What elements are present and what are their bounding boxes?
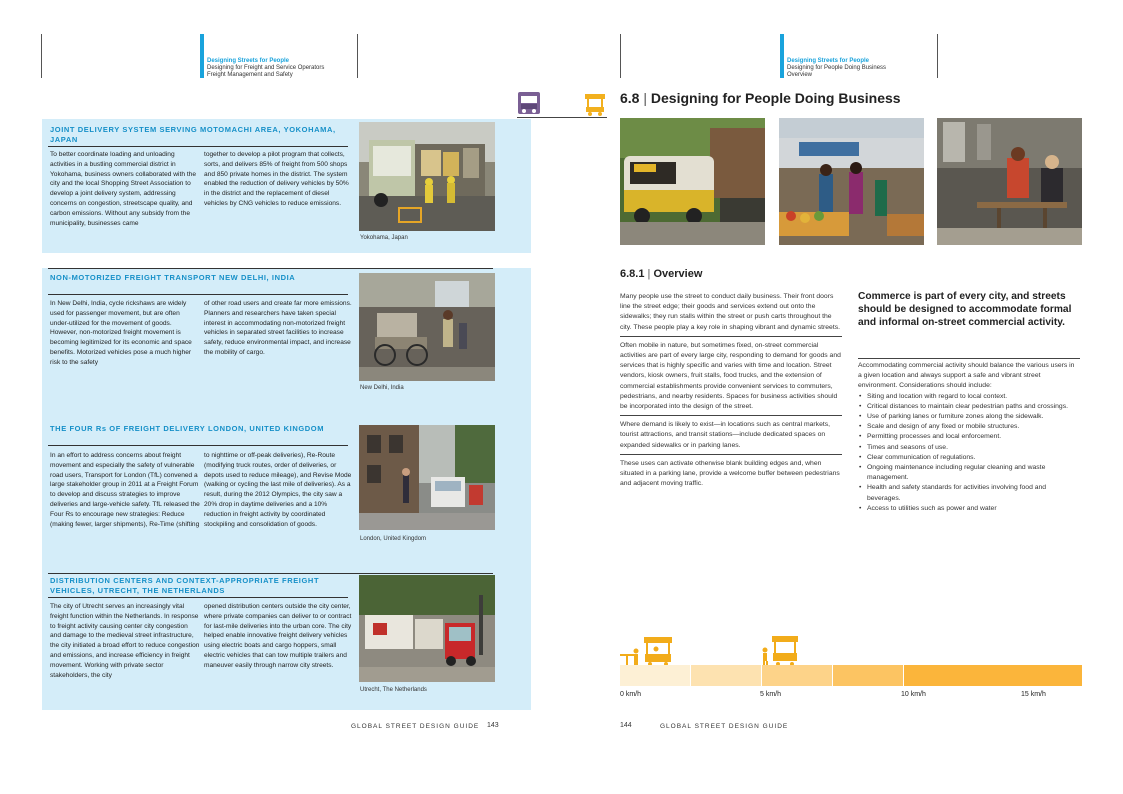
photo-london-street xyxy=(359,425,495,530)
considerations-block xyxy=(858,358,1080,514)
list-item: • Ongoing maintenance including regular cleaning and waste management. xyxy=(858,463,1080,483)
subsection-title: Overview xyxy=(653,268,703,280)
vendor-stall-icon xyxy=(618,637,674,667)
left-column-rule xyxy=(357,34,358,78)
photo-new-delhi-rickshaw xyxy=(359,273,495,381)
photo-sidewalk-cafe xyxy=(937,118,1082,245)
case-text-col1: In New Delhi, India, cycle rickshaws are widely used for passenger movement, but are often under-utilized for the movement of goods. However, non-motorized freight movement is becoming legitimized for its economic and space benefits. Motorized vehicles pose a much higher risk to the safety xyxy=(50,300,192,366)
right-margin-rule xyxy=(620,34,621,78)
speed-segment-1 xyxy=(620,665,690,686)
left-running-header xyxy=(207,58,324,79)
section-title: Designing for People Doing Business xyxy=(650,90,901,106)
photo-yokohama-delivery xyxy=(359,122,495,231)
speed-segment-2 xyxy=(691,665,761,686)
speed-label: 0 km/h xyxy=(620,691,642,698)
case-text-col2: of other road users and create far more emissions. Planners and researchers have taken special interest in accommodating non-motorized freight vehicles in separated street facilities to increase safety, reduce environmental impact, and increase the mobility of cargo. xyxy=(204,300,352,356)
case-rule xyxy=(48,268,493,269)
header-chapter: Designing for People Doing Business xyxy=(787,65,887,71)
photo-caption: Yokohama, Japan xyxy=(360,235,408,241)
case-title: JOINT DELIVERY SYSTEM SERVING MOTOMACHI AREA, YOKOHAMA, JAPAN xyxy=(50,125,336,144)
list-item: • Clear communication of regulations. xyxy=(858,453,1080,463)
section-heading xyxy=(620,90,901,106)
case-text-col2: together to develop a pilot program that collects, sorts, and delivers 85% of freight from 500 shops and 850 private homes in the district. The system enabled the reduction of delivery vehicles by 50% in the district and the replacement of diesel vehicles by CNG vehicles to reduce emissions. xyxy=(204,151,349,207)
overview-paragraph: Often mobile in nature, but sometimes fixed, on-street commercial activities are part of every large city, responding to demand for goods and services that is highly specific and varies with time and location. Street vendors, kiosk owners, fruit stalls, food trucks, and the extension of commercial establishments provide convenient services to commuters, pedestrians, and nearby residents. Spaces for business activities should be incorporated into the design of the street. xyxy=(620,341,842,416)
list-item: • Siting and location with regard to local context. xyxy=(858,392,1080,402)
overview-paragraph: Where demand is likely to exist—in locations such as central markets, tourist attractions, and transit stations—include dedicated spaces on expanded sidewalks or in parking lanes. xyxy=(620,420,842,455)
list-item: • Health and safety standards for activities involving food and beverages. xyxy=(858,483,1080,503)
case-rule xyxy=(48,445,348,446)
spine-rule xyxy=(517,117,607,118)
case-rule xyxy=(48,146,348,147)
case-rule xyxy=(48,573,493,574)
photo-caption: London, United Kingdom xyxy=(360,536,427,542)
case-rule xyxy=(48,294,348,295)
list-item: • Permitting processes and local enforcement. xyxy=(858,432,1080,442)
photo-caption: Utrecht, The Netherlands xyxy=(360,687,427,693)
case-text-col2: opened distribution centers outside the city center, where private companies can deliver to or contract for last-mile deliveries into the urban core. The city helped enable innovative freight delivery vehicles using electric boats and cargo hoppers, small electric vehicles that can tow multiple trailers and maneuver easily through narrow city streets. xyxy=(204,603,352,669)
left-header-accent xyxy=(200,34,204,78)
pull-quote: Commerce is part of every city, and streets should be designed to accommodate formal and informal on-street commercial activity. xyxy=(858,291,1072,329)
list-item: • Critical distances to maintain clear pedestrian paths and crossings. xyxy=(858,402,1080,412)
case-study-utrecht xyxy=(42,571,531,710)
photo-caption: New Delhi, India xyxy=(360,385,404,391)
speed-segment-5 xyxy=(904,665,1082,686)
speed-label: 10 km/h xyxy=(901,691,926,698)
left-margin-rule xyxy=(41,34,42,78)
right-column-rule xyxy=(937,34,938,78)
header-chapter: Designing for Freight and Service Operators xyxy=(207,65,325,71)
list-item: • Use of parking lanes or furniture zones along the sidewalk. xyxy=(858,412,1080,422)
right-running-header xyxy=(787,58,886,79)
case-study-yokohama xyxy=(42,119,531,253)
photo-street-market xyxy=(779,118,924,245)
case-title: DISTRIBUTION CENTERS AND CONTEXT-APPROPRIATE FREIGHT VEHICLES, UTRECHT, THE NETHERLANDS xyxy=(50,576,320,595)
case-study-new-delhi xyxy=(42,268,531,421)
delivery-truck-icon xyxy=(518,92,540,116)
considerations-intro: Accommodating commercial activity should balance the various users in a given location and always support a safe and vibrant street environment. Considerations should include: xyxy=(858,362,1075,390)
right-folio: GLOBAL STREET DESIGN GUIDE xyxy=(660,723,789,730)
section-number: 6.8 xyxy=(620,90,640,106)
overview-paragraph: These uses can activate otherwise blank building edges and, when situated in a parking lane, provide a welcome buffer between pedestrians and adjacent moving traffic. xyxy=(620,459,840,488)
case-text-col1: To better coordinate loading and unloading activities in a bustling commercial district in Yokohama, business owners collaborated with the city and the local Shopping Street Association to develop a joint delivery system, addressing concerns on congestion, streetscape quality, and carbon emissions. Without any subsidy from the municipality, businesses came xyxy=(50,151,197,227)
case-study-london xyxy=(42,421,531,571)
overview-paragraph: Many people use the street to conduct daily business. Their front doors line the street edge; their goods and services extend out onto the sidewalks; they run stalls within the street or push carts throughout the city. These people play a key role in shaping vibrant and dynamic streets. xyxy=(620,292,842,337)
header-topic: Overview xyxy=(787,72,813,78)
heading-divider: | xyxy=(647,268,651,280)
speed-label: 15 km/h xyxy=(1021,691,1046,698)
header-topic: Freight Management and Safety xyxy=(207,72,293,78)
vendor-cart-icon xyxy=(584,93,606,117)
case-title: THE FOUR Rs OF FREIGHT DELIVERY LONDON, UNITED KINGDOM xyxy=(50,424,325,433)
header-section: Designing Streets for People xyxy=(207,58,290,64)
left-page-number: 143 xyxy=(487,722,499,729)
heading-divider: | xyxy=(643,90,647,106)
left-folio: GLOBAL STREET DESIGN GUIDE xyxy=(351,723,480,730)
header-section: Designing Streets for People xyxy=(787,58,870,64)
photo-utrecht-cargohopper xyxy=(359,575,495,682)
list-item: • Access to utilities such as power and water xyxy=(858,504,1080,514)
right-page-number: 144 xyxy=(620,722,632,729)
speed-segment-3 xyxy=(762,665,832,686)
speed-segment-4 xyxy=(833,665,903,686)
list-item: • Scale and design of any fixed or mobile structures. xyxy=(858,422,1080,432)
push-cart-icon xyxy=(760,636,800,667)
considerations-list xyxy=(858,392,1080,514)
case-text-col1: The city of Utrecht serves an increasingly vital freight function within the Netherlands. In response to freight activity causing center city congestion and damage to the medieval street infrastructure, the city initiated a broad effort to reduce congestion and emissions, and increase efficiency in freight movement. Working with private sector stakeholders, the city xyxy=(50,603,200,679)
case-text-col1: In an effort to address concerns about freight movement and especially the safety of vulnerable road users, Transport for London (TfL) convened a large stakeholder group in 2011 at a Freight Forum to develop and discuss strategies to improve deliveries and large-vehicle safety. TfL released the Four Rs to encourage new strategies: Reduce (making fewer, larger shipments), Re-Time (shifting xyxy=(50,452,200,528)
case-text-col2: to nighttime or off-peak deliveries), Re-Route (modifying truck routes, order of deliveries, or depots used to reduce mileage), and Revise Mode (walking or cycling the last mile of deliveries). As a result, during the 2012 Olympics, the city saw a 20% drop in daytime deliveries and a 10% reduction in freight activity by coordinated stockpiling and consolidation of goods. xyxy=(204,452,352,528)
speed-label: 5 km/h xyxy=(760,691,782,698)
subsection-heading xyxy=(620,268,702,280)
case-rule xyxy=(48,597,348,598)
right-header-accent xyxy=(780,34,784,78)
overview-body xyxy=(620,292,842,489)
subsection-number: 6.8.1 xyxy=(620,268,645,280)
photo-food-truck xyxy=(620,118,765,245)
list-item: • Times and seasons of use. xyxy=(858,443,1080,453)
case-title: NON-MOTORIZED FREIGHT TRANSPORT NEW DELHI, INDIA xyxy=(50,273,296,282)
